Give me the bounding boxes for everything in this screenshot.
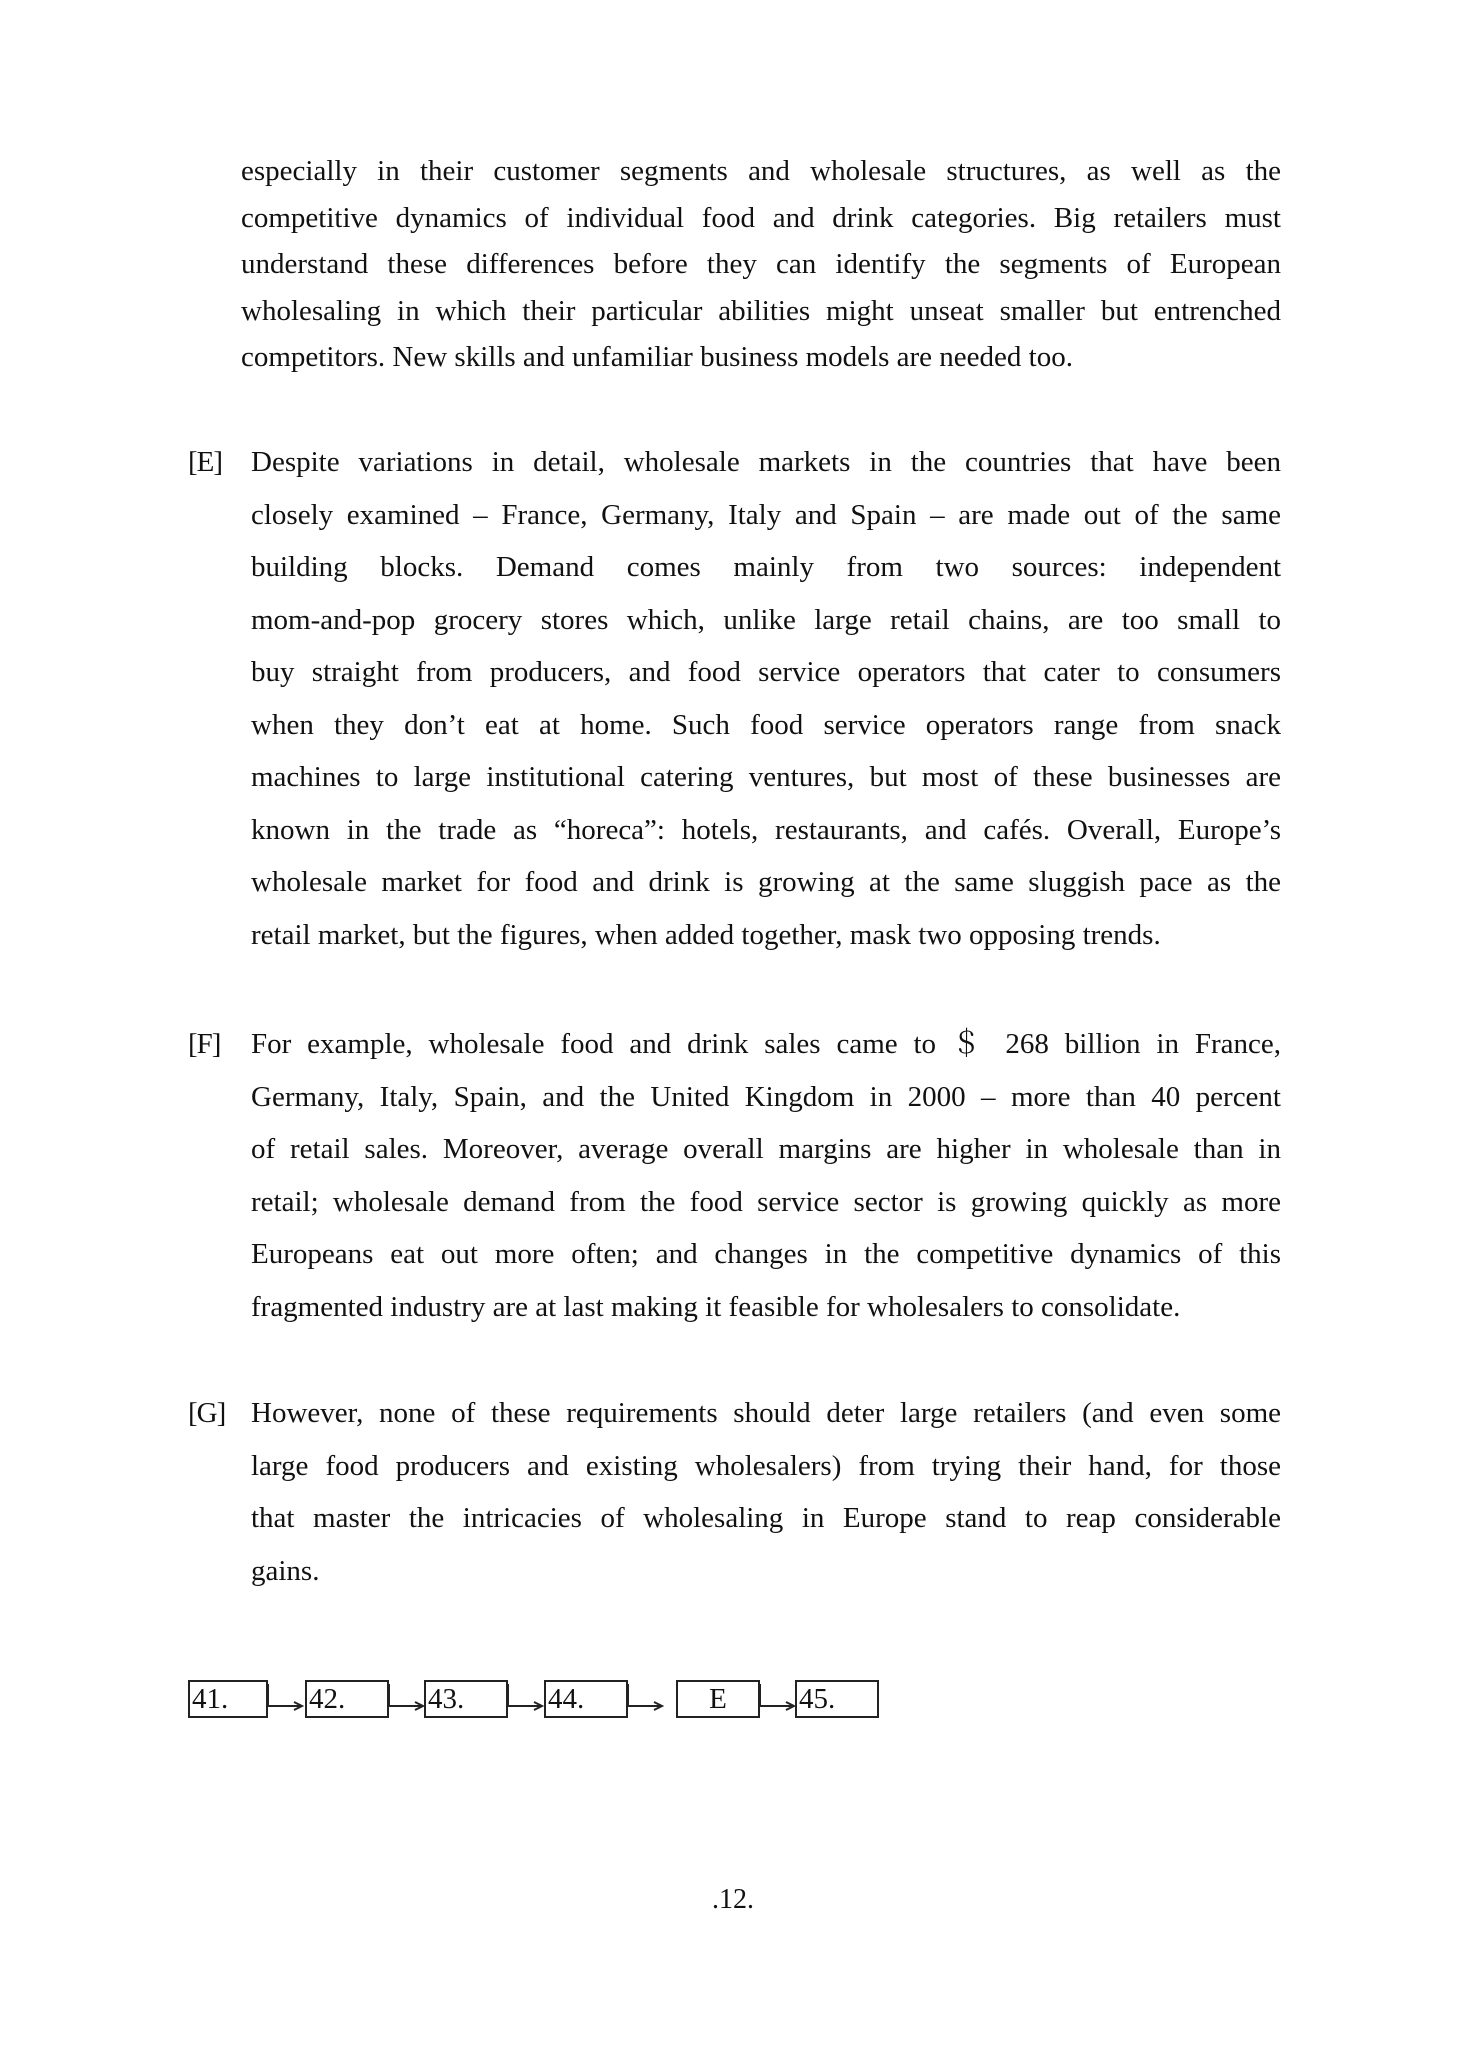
text-line: Despite variations in detail, wholesale markets in the countries that have been [251, 446, 1281, 478]
answer-box-45[interactable]: 45. [795, 1680, 879, 1718]
answer-box-41[interactable]: 41. [188, 1680, 268, 1718]
text-line: wholesaling in which their particular abilities might unseat smaller but entrenched [241, 294, 1281, 327]
section-paragraph [251, 436, 1281, 961]
arrow-right-icon [758, 1680, 798, 1716]
text-line: For example, wholesale food and drink sales came to ＄ 268 billion in France, [251, 1028, 1281, 1060]
text-line: that master the intricacies of wholesaling in Europe stand to reap considerable [251, 1502, 1281, 1534]
answer-box-e: E [676, 1680, 760, 1718]
text-line: when they don’t eat at home. Such food service operators range from snack [251, 708, 1281, 741]
answer-box-42[interactable]: 42. [305, 1680, 389, 1718]
text-line: retail; wholesale demand from the food service sector is growing quickly as more [251, 1185, 1281, 1218]
text-line: building blocks. Demand comes mainly from two sources: independent [251, 551, 1281, 583]
text-line: mom-and-pop grocery stores which, unlike large retail chains, are too small to [251, 603, 1281, 636]
text-line: gains. [251, 1554, 320, 1587]
text-line: machines to large institutional catering ventures, but most of these businesses are [251, 761, 1281, 793]
arrow-right-icon [387, 1680, 427, 1716]
arrow-right-icon [266, 1680, 306, 1716]
answer-box-43[interactable]: 43. [424, 1680, 508, 1718]
text-line: wholesale market for food and drink is growing at the same sluggish pace as the [251, 866, 1281, 898]
text-line: closely examined – France, Germany, Italy and Spain – are made out of the same [251, 498, 1281, 531]
paragraph-order-flow [188, 1680, 888, 1716]
text-line: Europeans eat out more often; and changes in the competitive dynamics of this [251, 1238, 1281, 1270]
text-line: known in the trade as “horeca”: hotels, restaurants, and cafés. Overall, Europe’s [251, 813, 1281, 846]
text-line: buy straight from producers, and food service operators that cater to consumers [251, 656, 1281, 688]
section-label: [G] [188, 1397, 226, 1429]
text-line: Germany, Italy, Spain, and the United Kingdom in 2000 – more than 40 percent [251, 1080, 1281, 1113]
text-line: retail market, but the figures, when added together, mask two opposing trends. [251, 918, 1161, 951]
arrow-right-icon [626, 1680, 666, 1716]
section-paragraph [251, 1387, 1281, 1597]
page-number: .12. [712, 1884, 754, 1915]
intro-paragraph [241, 148, 1281, 381]
section-label: [F] [188, 1028, 221, 1060]
text-line: However, none of these requirements should deter large retailers (and even some [251, 1397, 1281, 1429]
section-paragraph [251, 1018, 1281, 1333]
text-line: competitors. New skills and unfamiliar business models are needed too. [241, 341, 1073, 373]
text-line: large food producers and existing wholesalers) from trying their hand, for those [251, 1449, 1281, 1482]
section-label: [E] [188, 446, 223, 478]
text-line: especially in their customer segments and wholesale structures, as well as the [241, 155, 1281, 187]
answer-box-44[interactable]: 44. [544, 1680, 628, 1718]
arrow-right-icon [506, 1680, 546, 1716]
text-line: of retail sales. Moreover, average overall margins are higher in wholesale than in [251, 1133, 1281, 1165]
text-line: understand these differences before they can identify the segments of European [241, 248, 1281, 280]
text-line: competitive dynamics of individual food and drink categories. Big retailers must [241, 201, 1281, 234]
text-line: fragmented industry are at last making it feasible for wholesalers to consolidate. [251, 1290, 1181, 1323]
